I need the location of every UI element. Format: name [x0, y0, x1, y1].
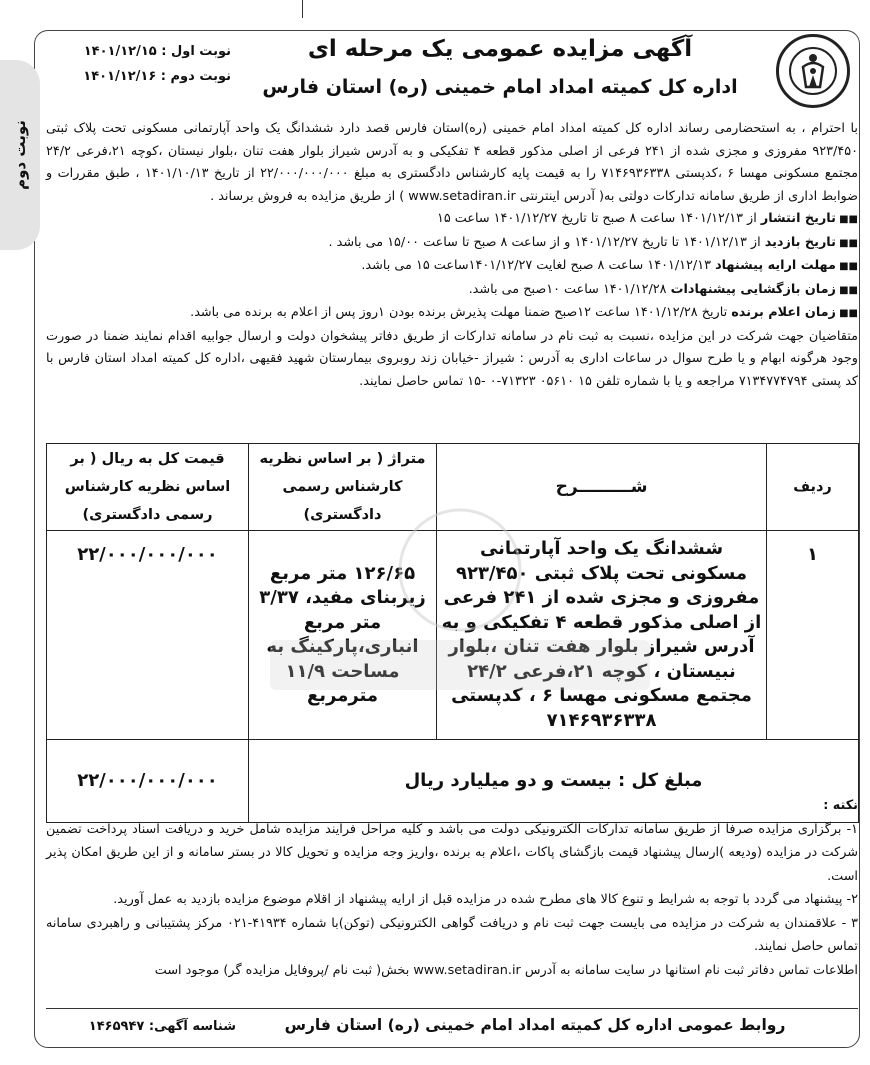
ad-body — [46, 118, 858, 393]
note-item: ۲- پیشنهاد می گردد با توجه به شرایط و تنوع کالا های مطرح شده در مزایده قبل از ارایه پیشنهاد از اقلام موضوع مزایده بازدید به عمل آورید. — [113, 892, 858, 907]
notes-section — [46, 794, 858, 982]
footer-title: روابط عمومی اداره کل کمیته امداد امام خمینی (ره) استان فارس — [284, 1016, 786, 1034]
cell-description: ششدانگ یک واحد آپارتمانی مسکونی تحت پلاک ثبتی ۹۲۳/۴۵۰ مفروزی و مجزی شده از ۲۴۱ فرعی از اصلی مذکور قطعه ۴ تفکیکی و به آدرس شیراز بلوار هفت تنان ،بلوار نبیستان ، کوچه ۲۱،فرعی ۲۴/۲ مجتمع مسکونی مهسا ۶ ، کدپستی ۷۱۴۶۹۳۶۳۳۸ — [437, 531, 767, 740]
note-item: ۱- برگزاری مزایده صرفا از طریق سامانه تدارکات الکترونیکی دولت می باشد و کلیه مراحل فرایند مزایده شامل خرید و دریافت اسناد پرداخت تضمین شرکت در مزایده (ودیعه )ارسال پیشنهاد قیمت بازگشای پاکات ،اعلام به برنده ،واریز وجه مزایده و تحویل کالا در بستر سامانه و از این طریق امکان پذیر است. — [46, 821, 858, 884]
round-tab-label: نوبت دوم — [11, 120, 29, 190]
applicants-paragraph: متقاضیان جهت شرکت در این مزایده ،نسبت به ثبت نام در سامانه تدارکات از طریق دفاتر پیشخوان دولت و ارسال جوابیه اقدام نمایند ضمنا در صورت وجود هرگونه ابهام و یا طرح سوال در ساعات اداری به آدرس : شیراز -خیابان زند روبروی بیمارستان شهید فقیهی ،اداره کل کمیته امداد استان فارس با کد پستی ۷۱۳۴۷۷۴۷۹۴ مراجعه و یا با شماره تلفن ۱۵ ۰۵۶۱۰ ۷۱۳۲۳-۰ -۱۵ تماس حاصل نمایند. — [46, 328, 858, 389]
header-description: شـــــــــرح — [437, 444, 767, 531]
emdad-logo — [776, 34, 850, 108]
top-divider — [302, 0, 303, 18]
ad-title: آگهی مزایده عمومی یک مرحله ای — [307, 36, 693, 62]
cell-area: ۱۲۶/۶۵ متر مربع زیربنای مفید، ۳/۳۷ متر مربع انباری،پارکینگ به مساحت ۱۱/۹ مترمربع — [249, 531, 437, 740]
table-row — [47, 531, 859, 740]
schedule-item: ■■ تاریخ انتشار از ۱۴۰۱/۱۲/۱۳ ساعت ۸ صبح تا تاریخ ۱۴۰۱/۱۲/۲۷ ساعت ۱۵ — [46, 208, 858, 232]
note-item: اطلاعات تماس دفاتر ثبت نام استانها در سایت سامانه به آدرس www.setadiran.ir بخش( ثبت نام /پروفایل مزایده گر) موجود است — [154, 962, 858, 978]
schedule-item: ■■ زمان بازگشایی پیشنهادات ۱۴۰۱/۱۲/۲۸ ساعت ۱۰صبح می باشد. — [46, 279, 858, 303]
header-row-number: ردیف — [767, 444, 859, 531]
schedule-item: ■■ زمان اعلام برنده تاریخ ۱۴۰۱/۱۲/۲۸ ساعت ۱۲صبح ضمنا مهلت پذیرش برنده بودن ۱روز پس از اعلام به برنده می باشد. — [46, 302, 858, 326]
publication-dates — [46, 44, 231, 94]
ad-id: شناسه آگهی: ۱۴۶۵۹۴۷ — [88, 1019, 236, 1034]
schedule-item: ■■ مهلت ارایه پیشنهاد ۱۴۰۱/۱۲/۱۳ ساعت ۸ صبح لغایت ۱۴۰۱/۱۲/۲۷ساعت ۱۵ می باشد. — [46, 255, 858, 279]
round-tab — [0, 60, 40, 250]
footer-divider — [46, 1008, 858, 1009]
total-price: ۲۲/۰۰۰/۰۰۰/۰۰۰ — [47, 740, 249, 823]
header-area: متراژ ( بر اساس نظریه کارشناس رسمی دادگستری) — [249, 444, 437, 531]
schedule-item: ■■ تاریخ بازدید از ۱۴۰۱/۱۲/۱۳ تا تاریخ ۱۴۰۱/۱۲/۲۷ و از ساعت ۸ صبح تا ساعت ۱۵/۰۰ می باشد . — [46, 232, 858, 256]
cell-price: ۲۲/۰۰۰/۰۰۰/۰۰۰ — [47, 531, 249, 740]
family-emblem-icon — [798, 53, 828, 89]
cell-row-number: ۱ — [767, 531, 859, 740]
second-round-date: نوبت دوم : ۱۴۰۱/۱۲/۱۶ — [83, 69, 231, 84]
note-item: ۳ - علاقمندان به شرکت در مزایده می بایست جهت ثبت نام و دریافت گواهی الکترونیکی (توکن)با شماره ۴۱۹۳۴-۰۲۱ مرکز پشتیبانی و راهبردی سامانه تماس حاصل نمایند. — [46, 915, 858, 954]
total-label: مبلغ کل : بیست و دو میلیارد ریال — [249, 740, 859, 823]
first-round-date: نوبت اول : ۱۴۰۱/۱۲/۱۵ — [83, 44, 231, 59]
organization-name: اداره کل کمیته امداد امام خمینی (ره) استان فارس — [262, 76, 738, 98]
auction-table — [46, 443, 859, 823]
header-price: قیمت کل به ریال ( بر اساس نظریه کارشناس رسمی دادگستری) — [47, 444, 249, 531]
intro-paragraph: با احترام ، به استحضارمی رساند اداره کل کمیته امداد امام خمینی (ره)استان فارس قصد دارد ششدانگ یک واحد آپارتمانی مسکونی تحت پلاک ثبتی ۹۲۳/۴۵۰ مفروزی و مجزی شده از ۲۴۱ فرعی از اصلی مذکور قطعه ۴ تفکیکی و به آدرس شیراز بلوار هفت تنان ،بلوار نیستان ،کوچه ۲۱،فرعی ۲۴/۲ مجتمع مسکونی مهسا ۶ ،کدپستی ۷۱۴۶۹۳۶۳۳۸ را به قیمت پایه کارشناس دادگستری به مبلغ ۲۲/۰۰۰/۰۰۰/۰۰۰ از تاریخ ۱۴۰۱/۱۰/۱۳ ، طبق مقررات و ضوابط اداری از طریق سامانه تدارکات دولتی به( آدرس اینترنتی www.setadiran.ir ) از طریق مزایده به فروش برساند . — [46, 121, 858, 204]
notes-heading: نکته : — [823, 798, 858, 813]
table-header-row — [47, 444, 859, 531]
